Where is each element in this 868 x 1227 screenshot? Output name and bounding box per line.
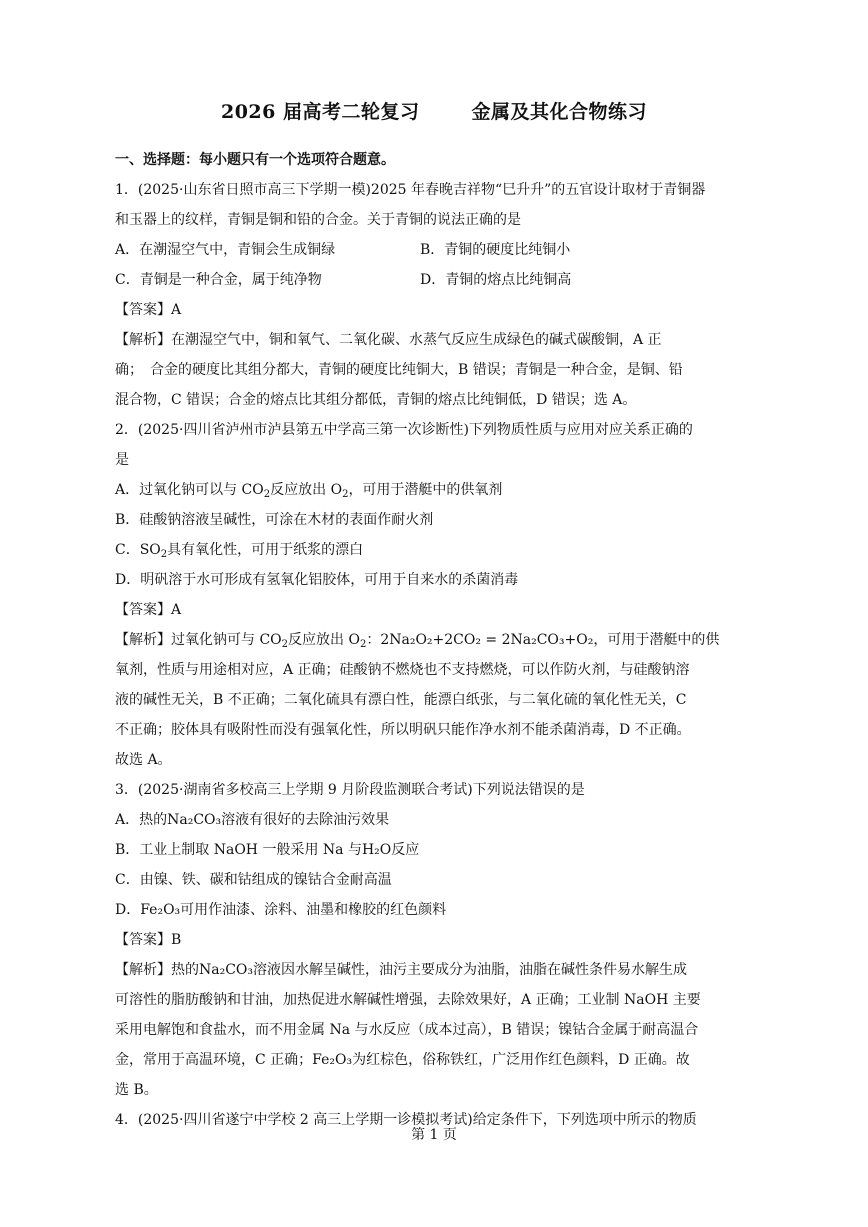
question-2: [115, 415, 745, 775]
analysis-line: 故选 A。: [115, 752, 172, 768]
question-3: [115, 775, 745, 1105]
analysis-line: 【解析】在潮湿空气中，铜和氧气、二氧化碳、水蒸气反应生成绿色的碱式碳酸铜，A 正: [115, 332, 662, 348]
document-body: [115, 145, 745, 1135]
question-stem: 是: [115, 452, 129, 468]
analysis-line: 【解析】过氧化钠可与 $CO_2$反应放出 $O_2$：2Na₂O₂+2CO₂ = 2Na₂CO₃+O₂，可用于潜艇中的供: [115, 632, 720, 650]
answer: 【答案】B: [115, 932, 182, 948]
analysis-line: 选 B。: [115, 1082, 158, 1098]
option-b: B．青铜的硬度比纯铜小: [420, 242, 571, 258]
option-row: [115, 265, 745, 295]
option-c: C．$SO_2$具有氧化性，可用于纸浆的漂白: [115, 542, 364, 560]
analysis-line: 液的碱性无关，B 不正确；二氧化硫具有漂白性，能漂白纸张，与二氧化硫的氧化性无关，C: [115, 692, 687, 708]
question-stem: 2．(2025·四川省泸州市泸县第五中学高三第一次诊断性)下列物质性质与应用对应关系正确的: [115, 422, 693, 438]
option-b: B．工业上制取 NaOH 一般采用 Na 与H₂O反应: [115, 842, 420, 858]
question-1: [115, 175, 745, 415]
option-c: C．由镍、铁、碳和钴组成的镍钴合金耐高温: [115, 872, 392, 888]
option-b: B．硅酸钠溶液呈碱性，可涂在木材的表面作耐火剂: [115, 512, 434, 528]
option-a: A．过氧化钠可以与 $CO_2$反应放出 $O_2$，可用于潜艇中的供氧剂: [115, 482, 503, 500]
option-c: C．青铜是一种合金，属于纯净物: [115, 272, 322, 288]
title-left: 2026 届高考二轮复习: [220, 101, 420, 123]
option-d: D．Fe₂O₃可用作油漆、涂料、油墨和橡胶的红色颜料: [115, 902, 447, 918]
option-a: A．在潮湿空气中，青铜会生成铜绿: [115, 242, 336, 258]
analysis-line: 混合物，C 错误；合金的熔点比其组分都低，青铜的熔点比纯铜低，D 错误；选 A。: [115, 392, 637, 408]
question-stem: 3．(2025·湖南省多校高三上学期 9 月阶段监测联合考试)下列说法错误的是: [115, 782, 585, 798]
option-row: [115, 235, 745, 265]
chemical-equation: ：2Na₂O₂+2CO₂ = 2Na₂CO₃+O₂: [366, 632, 594, 648]
chemical-formula: Na₂CO₃: [199, 962, 254, 978]
option-d: D．青铜的熔点比纯铜高: [420, 272, 572, 288]
option-a: A．热的Na₂CO₃溶液有很好的去除油污效果: [115, 812, 390, 828]
question-stem: 1．(2025·山东省日照市高三下学期一模)2025 年春晚吉祥物“巳升升”的五官设计取材于青铜器: [115, 182, 706, 198]
analysis-line: 金，常用于高温环境，C 正确；Fe₂O₃为红棕色，俗称铁红，广泛用作红色颜料，D 正确。故: [115, 1052, 690, 1068]
analysis-line: 可溶性的脂肪酸钠和甘油，加热促进水解碱性增强，去除效果好，A 正确；工业制 NaOH 主要: [115, 992, 701, 1008]
question-stem: 和玉器上的纹样，青铜是铜和铅的合金。关于青铜的说法正确的是: [115, 212, 521, 228]
document-title: [0, 97, 868, 124]
title-right: 金属及其化合物练习: [471, 101, 647, 123]
option-d: D．明矾溶于水可形成有氢氧化铝胶体，可用于自来水的杀菌消毒: [115, 572, 519, 588]
chemical-formula: Na₂CO₃: [167, 812, 222, 828]
chemical-formula: H₂O: [361, 842, 392, 858]
question-stem: 4．(2025·四川省遂宁中学校 2 高三上学期一诊模拟考试)给定条件下，下列选项中所示的物质: [115, 1112, 697, 1128]
analysis-line: 确； 合金的硬度比其组分都大，青铜的硬度比纯铜大，B 错误；青铜是一种合金，是铜、铅: [115, 362, 683, 378]
chemical-formula: Fe₂O₃: [312, 1052, 353, 1068]
analysis-line: 不正确；胶体具有吸附性而没有强氧化性，所以明矾只能作净水剂不能杀菌消毒，D 不正确。: [115, 722, 691, 738]
section-heading: 一、选择题：每小题只有一个选项符合题意。: [115, 152, 395, 168]
analysis-line: 采用电解饱和食盐水，而不用金属 Na 与水反应（成本过高），B 错误；镍钴合金属于耐高温合: [115, 1022, 699, 1038]
answer: 【答案】A: [115, 302, 182, 318]
analysis-line: 氧剂，性质与用途相对应，A 正确；硅酸钠不燃烧也不支持燃烧，可以作防火剂，与硅酸钠溶: [115, 662, 690, 678]
chemical-formula: Fe₂O₃: [140, 902, 181, 918]
answer: 【答案】A: [115, 602, 182, 618]
page-number: 第 1 页: [411, 1127, 457, 1143]
analysis-line: 【解析】热的Na₂CO₃溶液因水解呈碱性，油污主要成分为油脂，油脂在碱性条件易水解生成: [115, 962, 688, 978]
